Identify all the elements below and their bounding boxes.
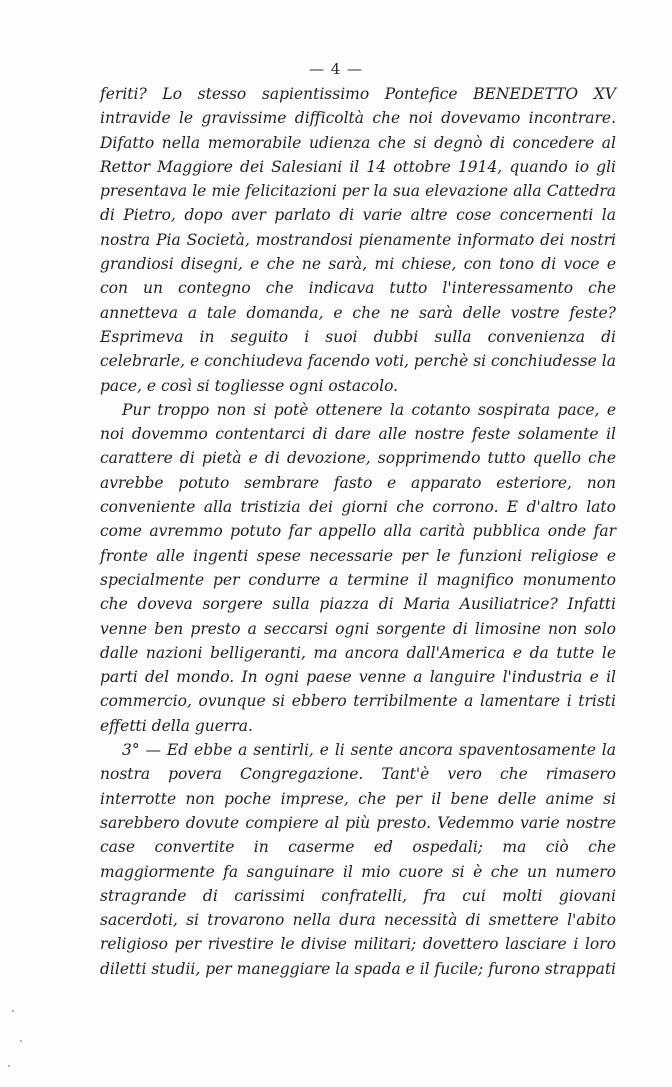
body-text: [100, 82, 616, 981]
paragraph-2: Pur troppo non si potè ottenere la cotanto sospirata pace, e noi dovemmo contentarci di dare alle nostre feste solamente il carattere di pietà e di devozione, sopprimendo tutto quello che avrebbe potuto sembrare fasto e apparato esteriore, non conveniente alla tristizia dei giorni che corrono. E d'altro lato come avremmo potuto far appello alla carità pubblica onde far fronte alle ingenti spese necessarie per le funzioni religiose e specialmente per condurre a termine il magnifico monumento che doveva sorgere sulla piazza di Maria Ausiliatrice? Infatti venne ben presto a seccarsi ogni sorgente di limosine non solo dalle nazioni belligeranti, ma ancora dall'America e da tutte le parti del mondo. In ogni paese venne a languire l'industria e il commercio, ovunque si ebbero terribilmente a lamentare i tristi effetti della guerra.: [100, 400, 616, 735]
paper-speckle: [12, 1010, 14, 1012]
paragraph-1: feriti? Lo stesso sapientissimo Pontefice BENEDETTO XV intravide le gravissime difficoltà che noi dovevamo incontrare. Difatto nella memorabile udienza che si degnò di concedere al Rettor Maggiore dei Salesiani il 14 ottobre 1914, quando io gli presentava le mie felicitazioni per la sua elevazione alla Cattedra di Pietro, dopo aver parlato di varie altre cose concernenti la nostra Pia Società, mostrandosi pienamente informato dei nostri grandiosi disegni, e che ne sarà, mi chiese, con tono di voce e con un contegno che indicava tutto l'interessamento che annetteva a tale domanda, e che ne sarà delle vostre feste? Esprimeva in seguito i suoi dubbi sulla convenienza di celebrarle, e conchiudeva facendo voti, perchè si conchiudesse la pace, e così si togliesse ogni ostacolo.: [100, 85, 616, 395]
page-number: — 4 —: [308, 60, 364, 78]
paragraph-3: 3° — Ed ebbe a sentirli, e li sente ancora spaventosamente la nostra povera Congregazione. Tant'è vero che rimasero interrotte non poche imprese, che per il bene delle anime si sarebbero dovute compiere al più presto. Vedemmo varie nostre case convertite in caserme ed ospedali; ma ciò che maggiormente fa sanguinare il mio cuore si è che un numero stragrande di carissimi confratelli, fra cui molti giovani sacerdoti, si trovarono nella dura necessità di smettere l'abito religioso per rivestire le divise militari; dovettero lasciare i loro diletti studii, per maneggiare la spada e il fucile; furono strappati: [100, 741, 617, 978]
paper-speckle: [20, 1040, 22, 1042]
paper-speckle: [8, 1065, 10, 1067]
